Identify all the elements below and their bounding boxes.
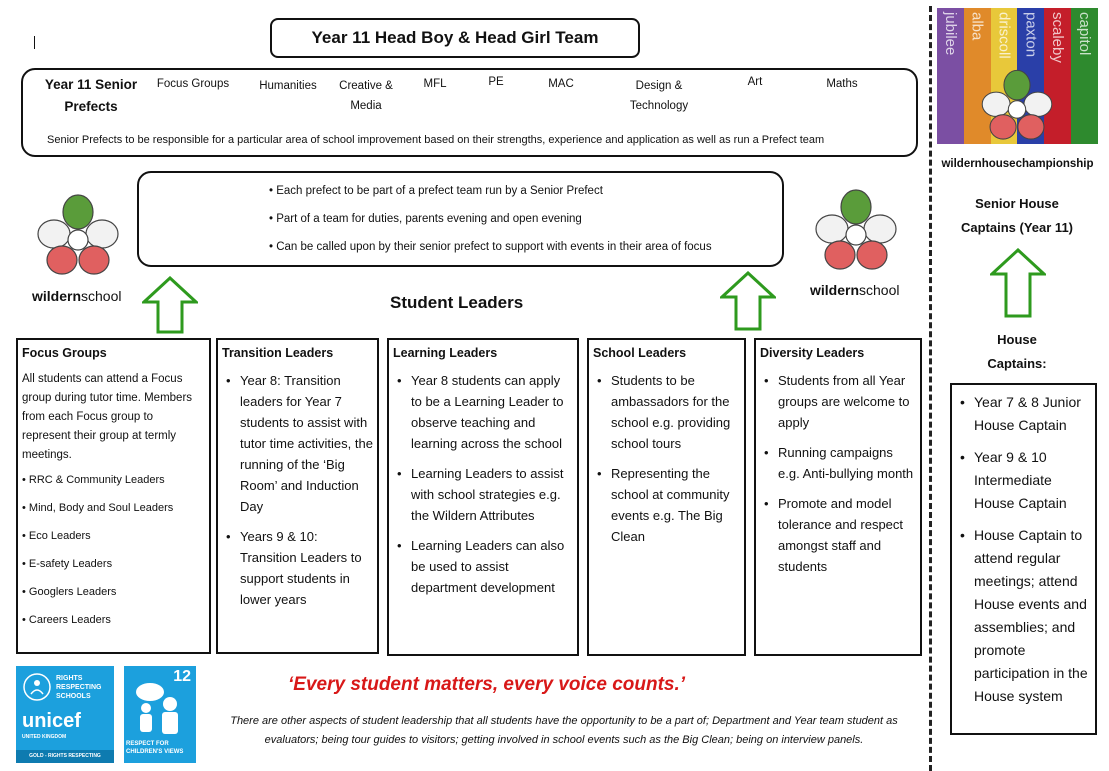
prefect-team-bullet: • Each prefect to be part of a prefect team run by a Senior Prefect [269, 185, 603, 197]
list-item: • Learning Leaders to assist with school strategies e.g. the Wildern Attributes [393, 463, 573, 526]
prefect-team-bullet: • Can be called upon by their senior prefect to support with events in their area of focus [269, 241, 712, 253]
learning-leaders-title: Learning Leaders [393, 346, 498, 360]
diversity-leaders-box [754, 338, 922, 656]
list-item: • Eco Leaders [22, 529, 209, 543]
school-leaders-title: School Leaders [593, 346, 687, 360]
house-championship-logo [937, 8, 1098, 176]
senior-prefects-box [21, 68, 918, 157]
focus-area-maths: Maths [826, 78, 858, 90]
focus-area-humanities: Humanities [259, 80, 317, 92]
house-name-label: scaleby [1049, 12, 1067, 63]
house-captains-list [952, 391, 1095, 708]
house-captains-title: House Captains: [987, 332, 1047, 371]
prefect-team-box [137, 171, 784, 267]
focus-area-mac: MAC [548, 78, 574, 90]
slogan-quote: ‘Every student matters, every voice counts.’ [288, 674, 686, 695]
list-item: • Running campaigns e.g. Anti-bullying month [760, 442, 916, 484]
page-title: Year 11 Head Boy & Head Girl Team [270, 18, 640, 58]
speech-people-icon [130, 680, 190, 736]
list-item: • Googlers Leaders [22, 585, 209, 599]
list-item: • Learning Leaders can also be used to assist department development [393, 535, 573, 598]
up-arrow-icon [142, 276, 198, 334]
wildern-school-logo-right: wildernschool [810, 282, 900, 298]
list-item: • House Captain to attend regular meetings; attend House events and assemblies; and promote participation in the House system [956, 524, 1091, 708]
focus-area-creative-media: Creative & Media [339, 80, 393, 112]
focus-area-pe: PE [488, 76, 504, 88]
school-leaders-box [587, 338, 746, 656]
focus-groups-list [18, 473, 209, 627]
house-name-label: alba [968, 12, 986, 41]
list-item: • Years 9 & 10: Transition Leaders to support students in lower years [222, 526, 373, 610]
focus-groups-title: Focus Groups [22, 346, 107, 360]
list-item: • Students from all Year groups are welcome to apply [760, 370, 916, 433]
rights-respecting-schools-badge: RIGHTS RESPECTING SCHOOLS unicef UNITED KINGDOM GOLD - RIGHTS RESPECTING [16, 666, 114, 763]
house-name-label: jubilee [941, 12, 959, 56]
list-item: • Careers Leaders [22, 613, 209, 627]
student-leaders-heading: Student Leaders [390, 293, 524, 312]
focus-groups-box [16, 338, 211, 654]
diversity-leaders-title: Diversity Leaders [760, 346, 865, 360]
senior-house-captains-title: Senior House Captains (Year 11) [961, 196, 1073, 235]
text-cursor [34, 36, 35, 49]
list-item: • Year 7 & 8 Junior House Captain [956, 391, 1091, 437]
focus-area-art: Art [747, 76, 763, 88]
focus-area-mfl: MFL [423, 78, 447, 90]
list-item: • E-safety Leaders [22, 557, 209, 571]
wildern-flower-logo-right [810, 185, 902, 277]
list-item: • RRC & Community Leaders [22, 473, 209, 487]
rrs-emblem-icon [22, 672, 52, 702]
unicef-logo: unicef [22, 710, 81, 732]
focus-area-design-technology: Design & Technology [629, 80, 689, 112]
prefect-team-bullet: • Part of a team for duties, parents evening and open evening [269, 213, 582, 225]
wildern-flower-icon [977, 66, 1057, 146]
school-leaders-list [589, 370, 744, 547]
learning-leaders-list [389, 370, 577, 598]
championship-wordmark: wildernhousechampionship [941, 158, 1094, 170]
house-name-label: capitol [1076, 12, 1094, 56]
transition-leaders-box [216, 338, 379, 654]
focus-groups-text: All students can attend a Focus group during tutor time. Members from each Focus group to represent their group at termly meetings. [22, 373, 193, 461]
focus-area-focus-groups: Focus Groups [156, 78, 230, 90]
list-item: • Year 8: Transition leaders for Year 7 students to assist with tutor time activities, the running of the ‘Big Room’ and Induction Day [222, 370, 373, 517]
house-stripe-capitol [1071, 8, 1098, 144]
senior-prefects-title: Year 11 Senior Prefects [44, 77, 138, 114]
list-item: • Year 8 students can apply to be a Learning Leader to observe teaching and learning across the school [393, 370, 573, 454]
list-item: • Promote and model tolerance and respect amongst staff and students [760, 493, 916, 577]
list-item: • Year 9 & 10 Intermediate House Captain [956, 446, 1091, 515]
respect-for-childrens-views-badge: 12 RESPECT FOR CHILDREN'S VIEWS [124, 666, 196, 763]
list-item: • Students to be ambassadors for the school e.g. providing school tours [593, 370, 740, 454]
learning-leaders-box [387, 338, 579, 656]
transition-leaders-list [218, 370, 377, 610]
house-name-label: driscoll [995, 12, 1013, 59]
house-name-label: paxton [1022, 12, 1040, 58]
diversity-leaders-list [756, 370, 920, 577]
vertical-divider [929, 6, 932, 771]
house-stripe-jubilee [937, 8, 964, 144]
transition-leaders-title: Transition Leaders [222, 346, 334, 360]
list-item: • Representing the school at community events e.g. The Big Clean [593, 463, 740, 547]
house-captains-box [950, 383, 1097, 735]
up-arrow-icon [720, 271, 776, 331]
list-item: • Mind, Body and Soul Leaders [22, 501, 209, 515]
footnote-text: There are other aspects of student leadership that all students have the opportunity to be a part of; Department and Year team student as evaluators; being tour guides to visitors; getting involved in school events such as the Big Clean; being on interview panels. [230, 715, 898, 746]
up-arrow-icon [990, 248, 1046, 318]
wildern-flower-logo-left [32, 190, 124, 282]
senior-prefects-description: Senior Prefects to be responsible for a particular area of school improvement based on their strengths, experience and application as well as run a Prefect team [47, 134, 825, 146]
wildern-school-logo-left: wildernschool [32, 288, 122, 304]
